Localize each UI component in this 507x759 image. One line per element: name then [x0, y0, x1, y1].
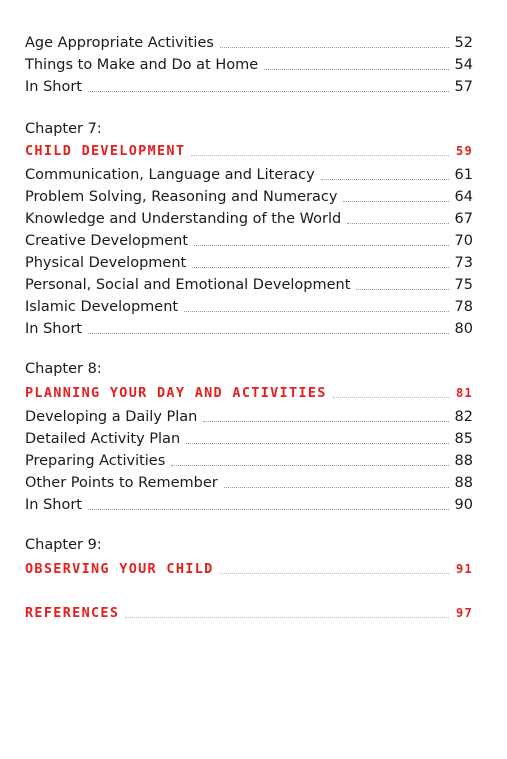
dot-leader [343, 200, 448, 202]
toc-entry[interactable] [25, 30, 473, 52]
toc-entry[interactable] [25, 74, 473, 96]
toc-entry-page: 82 [454, 409, 473, 425]
toc-entry-page: 78 [454, 299, 473, 315]
dot-leader [171, 464, 448, 466]
chapter-heading-title: CHILD DEVELOPMENT [25, 143, 186, 159]
dot-leader [347, 222, 448, 224]
toc-entry[interactable] [25, 448, 473, 470]
dot-leader [194, 244, 449, 246]
toc-entry-page: 64 [454, 189, 473, 205]
toc-entry-page: 73 [454, 255, 473, 271]
chapter-heading-page: 59 [455, 144, 473, 158]
toc-entry[interactable] [25, 272, 473, 294]
chapter-heading[interactable] [25, 138, 473, 160]
chapter-label: Chapter 9: [25, 537, 102, 553]
dot-leader [192, 266, 448, 268]
toc-entry-title: Things to Make and Do at Home [25, 57, 259, 73]
references-page: 97 [455, 606, 473, 620]
chapter-label: Chapter 7: [25, 121, 102, 137]
toc-entry-page: 75 [454, 277, 473, 293]
dot-leader [220, 46, 449, 48]
toc-entry[interactable] [25, 52, 473, 74]
dot-leader [191, 154, 449, 156]
toc-entry-title: Detailed Activity Plan [25, 431, 181, 447]
toc-entry[interactable] [25, 206, 473, 228]
toc-entry[interactable] [25, 426, 473, 448]
toc-entry-page: 57 [454, 79, 473, 95]
toc-entry-title: In Short [25, 79, 82, 95]
chapter-heading-page: 91 [455, 562, 473, 576]
toc-entry-title: Creative Development [25, 233, 189, 249]
chapter-heading[interactable] [25, 556, 473, 578]
toc-entry-page: 85 [454, 431, 473, 447]
toc-entry-title: Communication, Language and Literacy [25, 167, 315, 183]
chapter-label: Chapter 8: [25, 361, 102, 377]
dot-leader [186, 442, 448, 444]
dot-leader [88, 508, 449, 510]
toc-entry-title: Age Appropriate Activities [25, 35, 214, 51]
references-title: REFERENCES [25, 605, 120, 621]
toc-entry[interactable] [25, 492, 473, 514]
dot-leader [356, 288, 448, 290]
toc-entry-page: 80 [454, 321, 473, 337]
dot-leader [125, 616, 449, 618]
toc-entry-title: Preparing Activities [25, 453, 166, 469]
toc-entry-title: Knowledge and Understanding of the World [25, 211, 342, 227]
dot-leader [88, 90, 449, 92]
chapter-heading-title: PLANNING YOUR DAY AND ACTIVITIES [25, 385, 327, 401]
chapter-heading[interactable] [25, 380, 473, 402]
toc-entry[interactable] [25, 162, 473, 184]
toc-entry-title: Physical Development [25, 255, 187, 271]
toc-entry-page: 88 [454, 453, 473, 469]
toc-entry-title: In Short [25, 321, 82, 337]
toc-entry-page: 88 [454, 475, 473, 491]
toc-entry[interactable] [25, 294, 473, 316]
toc-entry[interactable] [25, 470, 473, 492]
dot-leader [321, 178, 449, 180]
toc-entry-page: 54 [454, 57, 473, 73]
toc-entry-title: Other Points to Remember [25, 475, 218, 491]
dot-leader [88, 332, 449, 334]
dot-leader [184, 310, 448, 312]
toc-entry-title: Problem Solving, Reasoning and Numeracy [25, 189, 338, 205]
dot-leader [224, 486, 449, 488]
chapter-heading-title: OBSERVING YOUR CHILD [25, 561, 214, 577]
toc-entry-page: 61 [454, 167, 473, 183]
toc-entry-title: Islamic Development [25, 299, 179, 315]
toc-entry[interactable] [25, 250, 473, 272]
chapter-heading-page: 81 [455, 386, 473, 400]
references-heading[interactable] [25, 600, 473, 622]
toc-entry-page: 52 [454, 35, 473, 51]
toc-entry-title: Personal, Social and Emotional Development [25, 277, 351, 293]
toc-entry[interactable] [25, 184, 473, 206]
dot-leader [220, 572, 449, 574]
toc-entry[interactable] [25, 404, 473, 426]
dot-leader [264, 68, 448, 70]
dot-leader [203, 420, 448, 422]
toc-entry-title: In Short [25, 497, 82, 513]
toc-entry-page: 67 [454, 211, 473, 227]
toc-entry[interactable] [25, 316, 473, 338]
toc-entry-title: Developing a Daily Plan [25, 409, 198, 425]
dot-leader [333, 396, 449, 398]
toc-entry-page: 90 [454, 497, 473, 513]
toc-entry[interactable] [25, 228, 473, 250]
toc-entry-page: 70 [454, 233, 473, 249]
